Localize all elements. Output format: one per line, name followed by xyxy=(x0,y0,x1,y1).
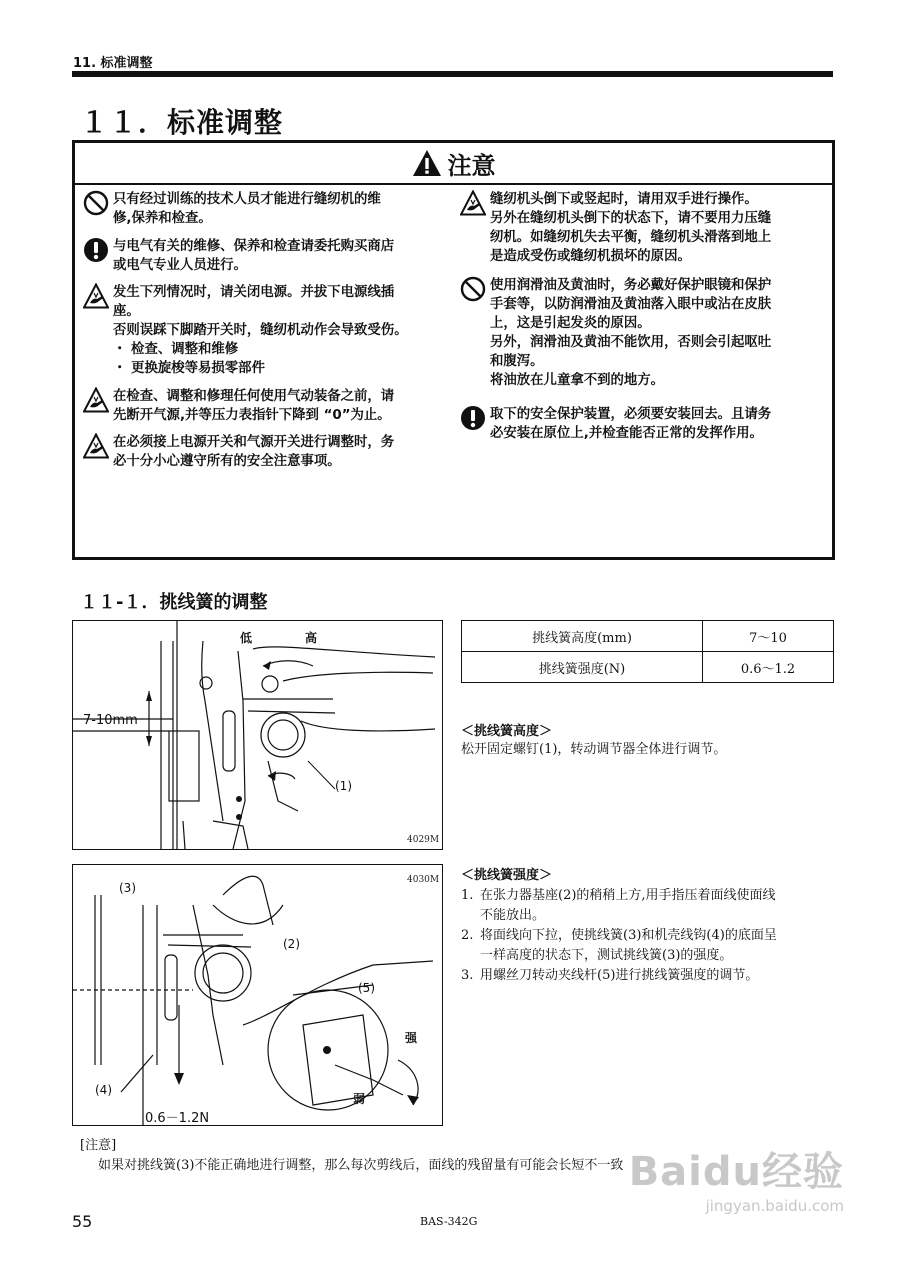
warning-item-text xyxy=(113,237,394,275)
hand-hazard-icon xyxy=(460,190,486,216)
watermark-brand: Baidu经验 xyxy=(628,1149,844,1195)
mandatory-icon xyxy=(460,405,486,431)
figure-1-label-low: 低 xyxy=(240,631,253,645)
warning-item-line: 修,保养和检查。 xyxy=(113,211,212,226)
warning-item-line: 否则误踩下脚踏开关时，缝纫机动作会导致受伤。 xyxy=(113,323,408,338)
header-rule xyxy=(72,71,833,77)
figure-1-label-high: 高 xyxy=(305,631,318,645)
warning-item-left-4 xyxy=(83,387,394,425)
warning-item-text xyxy=(490,276,771,390)
strength-step-line xyxy=(461,906,777,926)
spec-param: 挑线簧强度(N) xyxy=(462,652,703,683)
warning-item-text xyxy=(490,190,771,266)
prohibition-icon xyxy=(83,190,109,216)
spec-row xyxy=(462,621,834,652)
warning-item-text xyxy=(113,190,381,228)
strength-step-text: 不能放出。 xyxy=(480,908,546,923)
warning-item-line: 取下的安全保护装置，必须要安装回去。且请务 xyxy=(490,407,772,422)
height-heading: ＜挑线簧高度＞ xyxy=(461,724,553,739)
warning-item-line: 必安装在原位上,并检查能否正常的发挥作用。 xyxy=(490,426,763,441)
warning-item-line: 使用润滑油及黄油时，务必戴好保护眼镜和保护 xyxy=(490,278,772,293)
figure-2-drawing xyxy=(73,865,442,1125)
warning-heading xyxy=(75,143,832,185)
warning-item-line: 纫机。如缝纫机失去平衡，缝纫机头滑落到地上 xyxy=(490,230,772,245)
warning-item-line: ・ 更换旋梭等易损零部件 xyxy=(113,361,265,376)
warning-item-icon-wrap xyxy=(83,433,113,471)
spec-table xyxy=(461,620,834,683)
page-title: １１．标准调整 xyxy=(80,106,284,139)
watermark-url: jingyan.baidu.com xyxy=(705,1197,844,1215)
figure-2-callout-4: (4) xyxy=(95,1083,112,1097)
warning-heading-text: 注意 xyxy=(447,151,496,180)
warning-item-icon-wrap xyxy=(83,237,113,275)
figure-1-code: 4029M xyxy=(407,835,440,845)
strength-step-number: 2. xyxy=(461,928,474,943)
strength-step-line xyxy=(461,886,777,906)
warning-item-text xyxy=(113,433,394,471)
hand-hazard-icon xyxy=(83,283,109,309)
warning-item-icon-wrap xyxy=(83,283,113,378)
warning-item-line: 或电气专业人员进行。 xyxy=(113,258,247,273)
warning-item-left-5 xyxy=(83,433,394,471)
warning-item-line: 上，这是引起发炎的原因。 xyxy=(490,316,651,331)
strength-step-line xyxy=(461,946,777,966)
strength-steps xyxy=(461,886,777,986)
warning-item-icon-wrap xyxy=(83,190,113,228)
spec-row xyxy=(462,652,834,683)
figure-2-callout-3: (3) xyxy=(119,881,136,895)
warning-item-line: 发生下列情况时，请关闭电源。并拔下电源线插 xyxy=(113,285,395,300)
strength-step-line xyxy=(461,926,777,946)
note-label: [注意] xyxy=(80,1138,117,1153)
model-number: BAS-342G xyxy=(420,1215,478,1228)
figure-2-callout-2: (2) xyxy=(283,937,300,951)
figure-2-label-weak: 弱 xyxy=(353,1092,366,1106)
figure-2-code: 4030M xyxy=(407,875,440,885)
strength-step-text: 一样高度的状态下，测试挑线簧(3)的强度。 xyxy=(480,948,733,963)
warning-item-line: 先断开气源,并等压力表指针下降到 “0”为止。 xyxy=(113,408,391,423)
strength-step-number: 3. xyxy=(461,968,474,983)
height-text: 松开固定螺钉(1)，转动调节器全体进行调节。 xyxy=(461,742,727,757)
strength-step-text: 将面线向下拉，使挑线簧(3)和机壳线钩(4)的底面呈 xyxy=(480,928,777,943)
strength-heading: ＜挑线簧强度＞ xyxy=(461,868,553,883)
figure-2-label-force: 0.6－1.2N xyxy=(145,1111,210,1126)
warning-item-line: 座。 xyxy=(113,304,140,319)
hand-hazard-icon xyxy=(83,433,109,459)
warning-triangle-icon xyxy=(412,149,442,177)
warning-item-line: 在检查、调整和修理任何使用气动装备之前，请 xyxy=(113,389,395,404)
hand-hazard-icon xyxy=(83,387,109,413)
warning-item-right-2 xyxy=(460,276,771,390)
warning-item-line: 与电气有关的维修、保养和检查请委托购买商店 xyxy=(113,239,395,254)
warning-item-line: 在必须接上电源开关和气源开关进行调整时，务 xyxy=(113,435,395,450)
figure-2-callout-5: (5) xyxy=(358,981,375,995)
warning-item-line: 只有经过训练的技术人员才能进行缝纫机的维 xyxy=(113,192,381,207)
figure-1 xyxy=(72,620,443,850)
warning-item-right-1 xyxy=(460,190,771,266)
warning-item-icon-wrap xyxy=(460,276,490,390)
warning-item-left-3 xyxy=(83,283,408,378)
warning-item-icon-wrap xyxy=(83,387,113,425)
warning-item-line: 是造成受伤或缝纫机损坏的原因。 xyxy=(490,249,691,264)
warning-item-line: 和腹泻。 xyxy=(490,354,544,369)
warning-item-icon-wrap xyxy=(460,190,490,266)
figure-1-drawing xyxy=(73,621,442,849)
warning-item-line: 必十分小心遵守所有的安全注意事项。 xyxy=(113,454,341,469)
warning-box xyxy=(72,140,835,560)
running-header: 11. 标准调整 xyxy=(73,56,153,71)
figure-1-callout-1: (1) xyxy=(335,779,352,793)
warning-item-line: 另外在缝纫机头倒下的状态下，请不要用力压缝 xyxy=(490,211,772,226)
warning-item-left-1 xyxy=(83,190,381,228)
warning-item-left-2 xyxy=(83,237,394,275)
warning-item-icon-wrap xyxy=(460,405,490,443)
section-title: １１-１．挑线簧的调整 xyxy=(80,592,268,613)
figure-1-label-range: 7-10mm xyxy=(83,713,138,728)
watermark xyxy=(629,1140,844,1215)
warning-item-text xyxy=(113,387,394,425)
warning-item-line: ・ 检查、调整和维修 xyxy=(113,342,239,357)
strength-step-text: 在张力器基座(2)的稍稍上方,用手指压着面线使面线 xyxy=(480,888,776,903)
figure-2 xyxy=(72,864,443,1126)
warning-item-line: 另外，润滑油及黄油不能饮用，否则会引起呕吐 xyxy=(490,335,772,350)
page-number: 55 xyxy=(72,1212,93,1231)
figure-2-label-strong: 强 xyxy=(405,1031,418,1045)
warning-item-line: 将油放在儿童拿不到的地方。 xyxy=(490,373,665,388)
warning-item-line: 手套等，以防润滑油及黄油落入眼中或沾在皮肤 xyxy=(490,297,772,312)
warning-item-right-3 xyxy=(460,405,771,443)
mandatory-icon xyxy=(83,237,109,263)
warning-item-line: 缝纫机头倒下或竖起时，请用双手进行操作。 xyxy=(490,192,758,207)
spec-param: 挑线簧高度(mm) xyxy=(462,621,703,652)
prohibition-icon xyxy=(460,276,486,302)
note-text: 如果对挑线簧(3)不能正确地进行调整，那么每次剪线后，面线的残留量有可能会长短不一致 xyxy=(98,1158,624,1173)
strength-step-line xyxy=(461,966,777,986)
strength-step-number: 1. xyxy=(461,888,474,903)
warning-item-text xyxy=(490,405,771,443)
warning-item-text xyxy=(113,283,408,378)
strength-step-text: 用螺丝刀转动夹线杆(5)进行挑线簧强度的调节。 xyxy=(480,968,759,983)
spec-value: 7～10 xyxy=(703,621,834,652)
spec-value: 0.6～1.2 xyxy=(703,652,834,683)
